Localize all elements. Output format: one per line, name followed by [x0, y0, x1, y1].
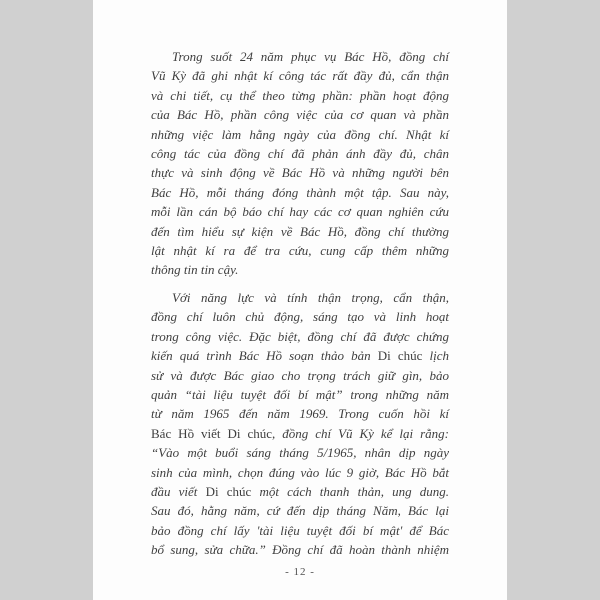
book-title-emphasis: Di chúc: [205, 483, 252, 499]
body-text-segment: kiến quá trình Bác Hồ soạn thảo bản: [151, 348, 378, 364]
text-line: [151, 307, 449, 326]
body-text-segment: đồng chí luôn chủ động, sáng tạo và linh hoạt: [151, 309, 449, 325]
body-text-segment: một cách thanh thản, ung dung.: [251, 483, 450, 499]
text-line: [151, 501, 449, 520]
body-text-segment: công tác của đồng chí đã phản ánh đầy đủ, chân: [151, 146, 449, 162]
body-text-segment: Với năng lực và tính thận trọng, cẩn thận,: [172, 289, 449, 305]
text-line: [151, 125, 449, 144]
body-text-segment: thông tin tin cậy.: [151, 262, 239, 278]
body-text-segment: “Vào một buổi sáng tháng 5/1965, nhân dịp ngày: [151, 445, 449, 461]
book-page: [93, 0, 507, 600]
body-text-segment: , đồng chí Vũ Kỳ kể lại rằng:: [272, 425, 449, 441]
body-text-segment: lật nhật kí ra để tra cứu, cung cấp thêm những: [151, 243, 449, 259]
text-line: [151, 222, 449, 241]
text-line: [151, 202, 449, 221]
body-text-segment: quản “tài liệu tuyệt đối bí mật” trong những năm: [151, 386, 449, 402]
body-text-segment: bổ sung, sửa chữa.” Đồng chí đã hoàn thành nhiệm: [151, 542, 449, 558]
body-text-segment: Bác Hồ, mỗi tháng đóng thành một tập. Sau này,: [151, 184, 449, 200]
text-line: [151, 346, 449, 365]
text-line: [151, 404, 449, 423]
text-line: [151, 385, 449, 404]
body-text-segment: và chi tiết, cụ thể theo từng phần: phần hoạt động: [151, 87, 449, 103]
paragraph: [151, 288, 449, 560]
body-text-segment: Trong suốt 24 năm phục vụ Bác Hồ, đồng chí: [172, 49, 449, 64]
body-text-segment: bảo đồng chí lấy 'tài liệu tuyệt đối bí mật' để Bác: [151, 522, 449, 538]
text-line: [151, 47, 449, 66]
page-number: - 12 -: [285, 565, 315, 578]
book-title-emphasis: Bác Hồ viết Di chúc: [151, 425, 273, 441]
text-line: [151, 540, 449, 559]
text-line: [151, 105, 449, 124]
text-line: [151, 424, 449, 443]
body-text-segment: Vũ Kỳ đã ghi nhật kí công tác rất đầy đủ, cẩn thận: [151, 68, 449, 84]
text-line: [151, 144, 449, 163]
body-text-segment: đến tìm hiểu sự kiện về Bác Hồ, đồng chí thường: [151, 223, 449, 239]
body-text-segment: trong công việc. Đặc biệt, đồng chí đã được chứng: [151, 328, 449, 344]
text-line: [151, 241, 449, 260]
body-text-segment: mỗi lần cán bộ báo chí hay các cơ quan nghiên cứu: [151, 204, 449, 220]
paragraph: [151, 47, 449, 280]
text-line: [151, 482, 449, 501]
text-line: [151, 463, 449, 482]
text-line: [151, 288, 449, 307]
text-line: [151, 443, 449, 462]
body-text-segment: lịch: [422, 348, 449, 364]
body-text-segment: đầu viết: [151, 483, 206, 499]
text-line: [151, 183, 449, 202]
page-text: [151, 0, 449, 560]
text-line: [151, 86, 449, 105]
text-line: [151, 366, 449, 385]
body-text-segment: sinh của mình, chọn đúng vào lúc 9 giờ, Bác Hồ bắt: [151, 464, 449, 480]
body-text-segment: Sau đó, hằng năm, cứ đến dịp tháng Năm, Bác lại: [151, 503, 449, 519]
text-line: [151, 327, 449, 346]
text-line: [151, 521, 449, 540]
text-line: [151, 260, 449, 279]
book-title-emphasis: Di chúc: [377, 348, 423, 364]
text-line: [151, 66, 449, 85]
body-text-segment: thực và sinh động về Bác Hồ và những người bên: [151, 165, 449, 181]
body-text-segment: sử và được Bác giao cho trọng trách giữ gìn, bảo: [151, 367, 449, 383]
body-text-segment: của Bác Hồ, phần công việc của cơ quan và phần: [151, 107, 449, 123]
body-text-segment: từ năm 1965 đến năm 1969. Trong cuốn hồi kí: [151, 406, 449, 422]
text-line: [151, 163, 449, 182]
body-text-segment: những việc làm hằng ngày của đồng chí. Nhật kí: [151, 126, 449, 142]
